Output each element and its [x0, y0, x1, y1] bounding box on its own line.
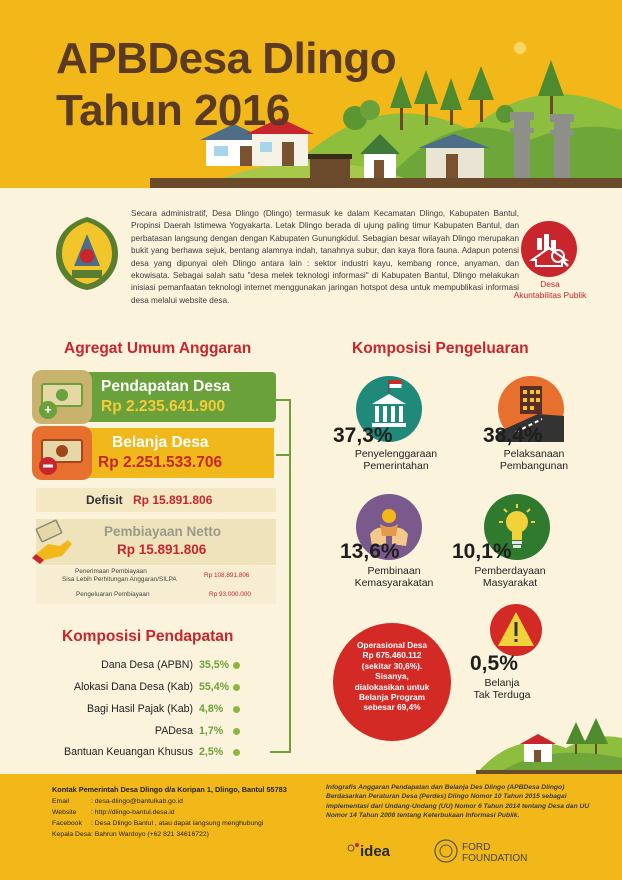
pendapatan-item-pct: 4,8%: [199, 703, 224, 715]
pendapatan-item-label: PADesa: [154, 725, 193, 737]
pendapatan-desa-label: Pendapatan Desa: [101, 378, 231, 395]
email-key: Email: [52, 798, 69, 805]
pendapatan-item-pct: 2,5%: [199, 746, 224, 758]
pengeluaran-pembiayaan-label: Pengeluaran Pembiayaan: [76, 591, 150, 598]
idea-logo: [346, 838, 406, 869]
pengeluaran-caption: [336, 448, 456, 472]
website-value[interactable]: : http://dlingo-bantul.desa.id: [91, 809, 175, 816]
svg-text:FOUNDATION: FOUNDATION: [462, 853, 528, 864]
bantul-regency-emblem-icon: [48, 214, 126, 292]
defisit-amount: Rp 15.891.806: [133, 493, 213, 507]
caption-line-2: Masyarakat: [482, 577, 538, 589]
caption-line-1: Belanja: [484, 677, 520, 689]
small-village-illustration: [476, 708, 622, 774]
pendapatan-item-label: Bantuan Keuangan Khusus: [64, 746, 193, 758]
bullet-dot-icon: [233, 728, 240, 735]
kades-key: Kepala Desa: [52, 831, 91, 838]
facebook-value[interactable]: : Desa Dlingo Bantul , atau dapat langsung menghubungi: [91, 820, 264, 827]
footer-note: Infografis Anggaran Pendapatan dan Belanja Des Dlingo (APBDesa Dlingo) Berdasarkan Peraturan Desa (Perdes) Dlingo Nomor 10 Tahun 2015 sebagai implementasi dari Undang-Undang (UU) Nomor 6 Tahun 2014 tentang Desa dan UU Nomor 14 Tahun 2008 tentang Keterbukaan Informasi Publik.: [326, 784, 590, 820]
pengeluaran-pct: 10,1%: [452, 540, 512, 563]
pendapatan-item-label: Alokasi Dana Desa (Kab): [74, 681, 193, 693]
belanja-desa-label: Belanja Desa: [112, 434, 209, 451]
svg-text:FORD: FORD: [462, 842, 491, 853]
page-title-line-1: APBDesa Dlingo: [56, 34, 397, 83]
intro-paragraph: Secara administratif, Desa Dlingo (Dlingo) termasuk ke dalam Kecamatan Dlingo, Kabupaten Bantul, Propinsi Daerah Istimewa Yogyakarta. Letak Dlingo berada di ujung paling timur Kabupaten Bantul, dan perbatasan langsung dengan dengan Kabupaten Gunungkidul. Sebagian besar wilayah Dlingo merupakan bukit yang berhawa sejuk, bentang alamnya indah, tanahnya subur, dan kaya flora fauna. Adapun potensi desa yang dipunyai oleh Dlingo antara lain : sektor industri kayu, kembang ronce, anyaman, dan ekowisata. Sebagai salah satu "desa melek teknologi informasi" di Kabupaten Bantul, Dlingo melakukan inisiasi pemanfaatan teknologi internet menggunakan jaringan hotspot desa untuk mempublikasi informasi desa melalui website desa.: [131, 209, 519, 305]
pendapatan-item-label: Dana Desa (APBN): [101, 659, 193, 671]
ops-line-4: Sisanya,: [375, 671, 409, 682]
ops-line-1: Operasional Desa: [356, 640, 428, 650]
pendapatan-item: [40, 746, 193, 760]
website-key: Website: [52, 809, 77, 816]
pendapatan-item-label: Bagi Hasil Pajak (Kab): [87, 703, 193, 715]
ops-line-7: sebesar 69,4%: [363, 702, 421, 713]
bullet-dot-icon: [233, 684, 240, 691]
bracket-connector-line: [270, 380, 300, 760]
money-plus-icon: [32, 370, 92, 424]
agregat-section-title: Agregat Umum Anggaran: [64, 340, 252, 357]
logo-caption-line-1: Desa: [540, 279, 560, 289]
pembiayaan-netto-label: Pembiayaan Netto: [104, 524, 222, 539]
pengeluaran-caption: [474, 448, 594, 472]
page-title-line-2: Tahun 2016: [56, 86, 290, 135]
pengeluaran-caption: [450, 565, 570, 589]
pengeluaran-pct: 38,4%: [483, 424, 543, 447]
penerimaan-pembiayaan-value: Rp 108.891.806: [204, 572, 250, 579]
pendapatan-desa-amount: Rp 2.235.641.900: [101, 398, 226, 415]
caption-line-1: Penyelenggaraan: [354, 448, 438, 460]
ford-foundation-logo: [434, 838, 554, 869]
pendapatan-item: [40, 659, 193, 673]
pendapatan-item-pct: 1,7%: [199, 725, 224, 737]
ops-line-5: dialokasikan untuk: [354, 681, 430, 692]
pengeluaran-pct: 0,5%: [470, 652, 518, 675]
belanja-desa-amount: Rp 2.251.533.706: [98, 454, 223, 471]
pendapatan-item: [40, 725, 193, 739]
pengeluaran-pembiayaan-value: Rp 93.000.000: [209, 591, 251, 598]
svg-text:+: +: [44, 402, 52, 417]
svg-text:idea: idea: [360, 843, 391, 860]
caption-line-2: Pemerintahan: [363, 460, 429, 472]
pembiayaan-netto-amount: Rp 15.891.806: [117, 542, 207, 557]
caption-line-1: Pembinaan: [367, 565, 421, 577]
pendapatan-item-pct: 55,4%: [199, 681, 230, 693]
money-minus-icon: [32, 426, 92, 480]
caption-line-1: Pemberdayaan: [474, 565, 546, 577]
email-value[interactable]: : desa-dlingo@bantulkab.go.id: [91, 798, 183, 805]
pendapatan-item-pct: 35,5%: [199, 659, 230, 671]
penerimaan-pembiayaan-label: Penerimaan Pembiayaan: [75, 568, 147, 575]
caption-line-2: Pembangunan: [499, 460, 569, 472]
pendapatan-section-title: Komposisi Pendapatan: [62, 628, 234, 645]
caption-line-2: Tak Terduga: [473, 689, 531, 701]
pengeluaran-pct: 37,3%: [333, 424, 393, 447]
silpa-label: Sisa Lebih Perhitungan Anggaran/SILPA: [62, 576, 177, 583]
ops-line-2: Rp 675.460.112: [362, 650, 422, 661]
pengeluaran-caption: [462, 677, 542, 701]
operasional-desa-text: [338, 640, 446, 713]
hand-money-icon: [30, 518, 78, 566]
logo-caption-line-2: Akuntabilitas Publik: [513, 290, 587, 300]
pendapatan-item: [40, 703, 193, 717]
defisit-label: Defisit: [86, 493, 123, 507]
caption-line-1: Pelaksanaan: [503, 448, 565, 460]
pengeluaran-pct: 13,6%: [340, 540, 400, 563]
bullet-dot-icon: [233, 706, 240, 713]
ops-line-6: Belanja Program: [359, 692, 425, 703]
bullet-dot-icon: [233, 749, 240, 756]
warning-icon: [490, 604, 542, 656]
facebook-key: Facebook: [52, 820, 82, 827]
ops-line-3: (sekitar 30,6%).: [361, 660, 423, 671]
desa-akuntabilitas-logo-icon: [520, 220, 578, 278]
desa-akuntabilitas-caption: [498, 279, 602, 301]
caption-line-2: Kemasyarakatan: [354, 577, 434, 589]
contact-title: Kontak Pemerintah Desa Dlingo d/a Koripan 1, Dlingo, Bantul 55783: [52, 785, 287, 794]
kades-value: : Bahrun Wardoyo (+62 821 34616722): [91, 831, 209, 838]
pengeluaran-section-title: Komposisi Pengeluaran: [352, 340, 529, 357]
bullet-dot-icon: [233, 662, 240, 669]
pengeluaran-caption: [334, 565, 454, 589]
pendapatan-item: [40, 681, 193, 695]
